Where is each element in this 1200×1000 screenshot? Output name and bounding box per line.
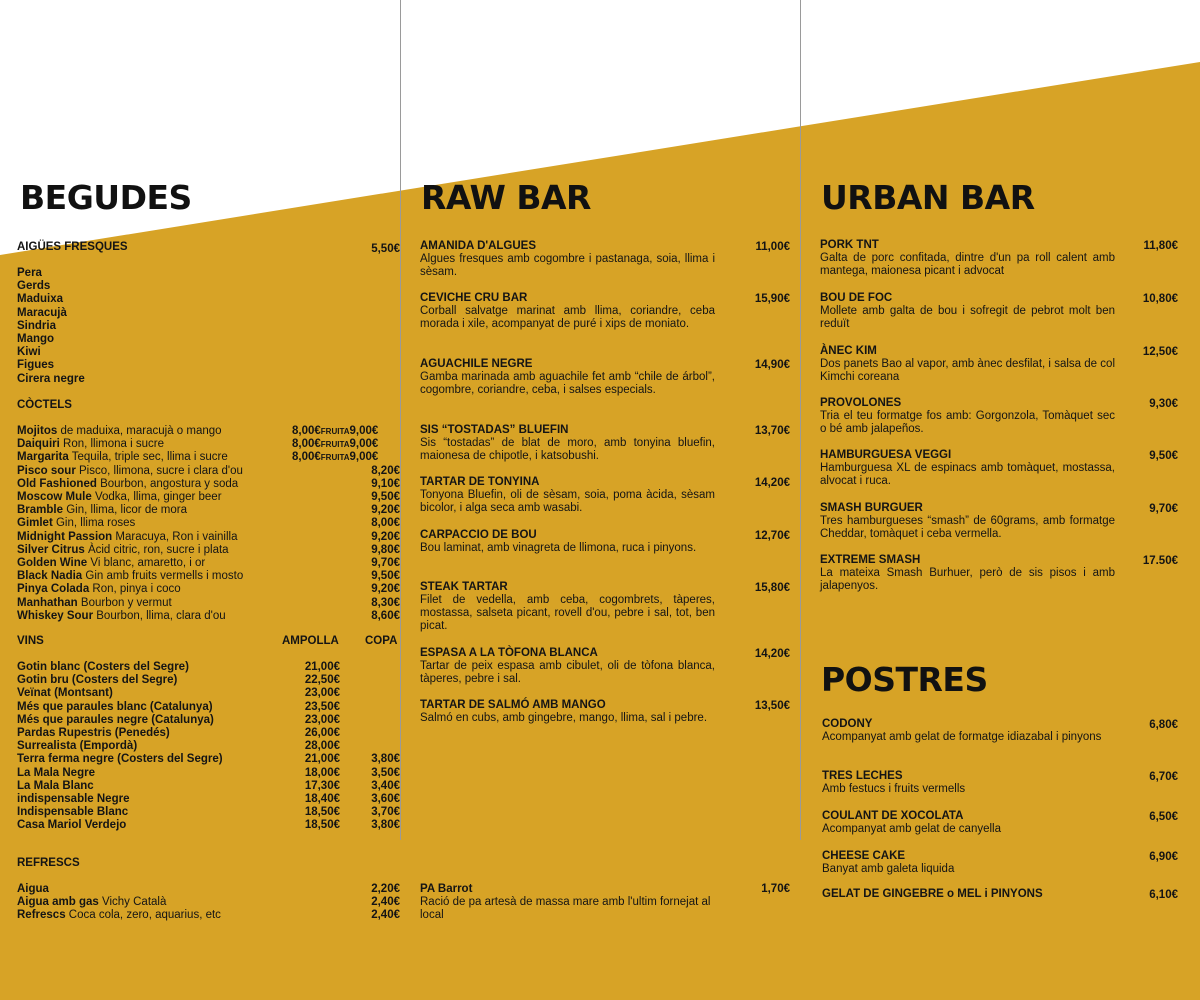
vi-ampolla-price: 23,00€ — [304, 713, 340, 726]
vi-copa-price: 3,80€ — [371, 753, 400, 766]
menu-item-desc: Tonyona Bluefin, oli de sèsam, soia, poma àcida, sèsam bicolor, i alga seca amb wasabi. — [420, 489, 715, 515]
menu-item-price: 9,30€ — [1149, 398, 1178, 410]
vi-name: Gotin bru (Costers del Segre) — [17, 674, 178, 687]
menu-item-name: TRES LECHES — [822, 770, 903, 782]
coctel-price: 9,20€ — [371, 504, 400, 517]
vi-ampolla-price: 18,50€ — [304, 819, 340, 832]
pa-desc: Ració de pa artesà de massa mare amb l'ultim fornejat al local — [420, 896, 711, 922]
vi-ampolla-price: 22,50€ — [304, 674, 340, 687]
vi-name: Gotin blanc (Costers del Segre) — [17, 661, 189, 673]
coctel-desc: Gin amb fruits vermells i mosto — [82, 570, 244, 583]
vi-name: Surrealista (Empordà) — [17, 740, 138, 753]
fruita-label: FRUITA — [320, 427, 350, 436]
menu-item-price: 12,50€ — [1142, 346, 1178, 358]
menu-item-name: BOU DE FOC — [820, 292, 893, 304]
menu-item-desc: Mollete amb galta de bou i sofregit de pebrot molt ben reduït — [820, 305, 1115, 331]
menu-item-price: 15,90€ — [754, 293, 790, 305]
fruita-label: FRUITA — [320, 440, 350, 450]
menu-item-desc: Hamburguesa XL de espinacs amb tomàquet, mostassa, alvocat i ruca. — [820, 462, 1115, 488]
refresc-name: Aigua amb gas — [17, 896, 99, 909]
refresc-desc: Coca cola, zero, aquarius, etc — [65, 909, 221, 922]
menu-item-desc: Galta de porc confitada, dintre d'un pa roll calent amb mantega, maionesa picant i advocat — [820, 252, 1115, 278]
coctel-price: 8,00€ — [292, 451, 321, 464]
vi-name: Casa Mariol Verdejo — [17, 819, 127, 832]
flavor-item: Cirera negre — [17, 372, 85, 385]
coctel-desc: Bourbon y vermut — [77, 596, 172, 609]
pa-price: 1,70€ — [761, 883, 790, 895]
coctel-item — [17, 557, 205, 570]
vi-ampolla-price: 18,50€ — [304, 806, 340, 819]
coctel-desc: Gin, llima roses — [52, 517, 136, 530]
refresc-desc: Vichy Català — [98, 896, 167, 909]
coctel-name: Bramble — [17, 504, 64, 517]
flavor-item: Maracujà — [17, 306, 67, 319]
vi-name: Pardas Rupestris (Penedés) — [17, 727, 170, 739]
menu-item-desc: Filet de vedella, amb ceba, cogombrets, tàperes, mostassa, salseta picant, rovell d'ou, pebre i sal, tot, ben picat. — [420, 594, 715, 633]
coctel-name: Daiquiri — [17, 438, 60, 451]
menu-item-price: 13,50€ — [754, 700, 790, 712]
flavor-item: Kiwi — [17, 346, 41, 359]
menu-item-price: 14,90€ — [754, 359, 790, 371]
menu-item-name: CEVICHE CRU BAR — [420, 292, 528, 304]
coctel-name: Midnight Passion — [17, 530, 113, 543]
vins-label: VINS — [17, 635, 44, 647]
coctel-desc: Pisco, llimona, sucre i clara d'ou — [75, 464, 243, 477]
menu-item-desc: Gamba marinada amb aguachile fet amb “chile de árbol”, cogombre, coriandre, ceba, i salses especials. — [420, 371, 715, 397]
menu-item-name: TARTAR DE SALMÓ AMB MANGO — [420, 699, 606, 711]
coctel-price: 9,20€ — [371, 583, 400, 596]
coctel-price: 8,30€ — [371, 596, 400, 609]
menu-item-price: 6,10€ — [1149, 889, 1178, 901]
vi-name: La Mala Negre — [17, 766, 95, 779]
coctel-price: 8,20€ — [371, 464, 400, 477]
coctel-item — [17, 491, 222, 504]
menu-item-name: PROVOLONES — [820, 397, 902, 409]
menu-item-price: 6,70€ — [1149, 771, 1178, 783]
ampolla-header: AMPOLLA — [282, 635, 339, 647]
flavor-item: Mango — [17, 333, 55, 345]
flavor-item: Sindria — [17, 319, 56, 332]
coctel-desc: Àcid citric, ron, sucre i plata — [84, 543, 229, 556]
flavor-item: Pera — [17, 267, 42, 279]
vi-ampolla-price: 21,00€ — [304, 661, 340, 673]
coctel-price-group — [292, 438, 378, 451]
coctel-name: Pisco sour — [17, 464, 76, 477]
vi-copa-price: 3,50€ — [371, 766, 400, 779]
menu-item-desc: Acompanyat amb gelat de formatge idiazabal i pinyons — [822, 731, 1102, 743]
coctel-price: 8,00€ — [292, 425, 321, 437]
menu-item-desc: La mateixa Smash Burhuer, però de sis pisos i amb jalapenyos. — [820, 567, 1115, 593]
urban-bar-title: URBAN BAR — [821, 178, 1035, 217]
coctel-name: Whiskey Sour — [17, 609, 94, 622]
coctel-item — [17, 570, 243, 583]
menu-item-price: 10,80€ — [1142, 293, 1178, 305]
menu-item-price: 11,00€ — [755, 241, 790, 253]
menu-item-name: AMANIDA D'ALGUES — [420, 240, 537, 252]
coctel-name: Margarita — [17, 451, 69, 464]
vi-name: Veïnat (Montsant) — [17, 687, 113, 700]
coctel-name: Manhathan — [17, 596, 78, 609]
menu-item-name: CODONY — [822, 718, 873, 730]
begudes-title: BEGUDES — [20, 178, 192, 217]
coctel-item — [17, 465, 243, 478]
coctel-price: 9,70€ — [371, 557, 400, 569]
aigues-price: 5,50€ — [371, 243, 400, 255]
menu-item-name: SMASH BURGUER — [820, 502, 923, 514]
menu-item-price: 9,70€ — [1149, 503, 1178, 515]
vi-ampolla-price: 17,30€ — [304, 779, 340, 792]
coctel-desc: Bourbon, llima, clara d'ou — [93, 609, 226, 622]
menu-item-price: 14,20€ — [754, 477, 790, 489]
coctel-price-fruita: 9,00€ — [349, 438, 379, 451]
coctel-price: 9,20€ — [371, 530, 400, 543]
vi-copa-price: 3,80€ — [371, 819, 400, 832]
coctel-name: Black Nadia — [17, 570, 83, 583]
coctel-desc: Bourbon, angostura y soda — [96, 477, 239, 490]
postres-title: POSTRES — [821, 660, 988, 699]
raw-bar-title: RAW BAR — [421, 178, 591, 217]
coctel-price: 9,50€ — [371, 491, 400, 503]
menu-item-name: GELAT DE GINGEBRE o MEL i PINYONS — [822, 888, 1043, 900]
coctel-price-fruita: 9,00€ — [349, 425, 379, 437]
menu-item-name: ÀNEC KIM — [820, 345, 877, 357]
coctel-price-group — [292, 451, 378, 464]
coctel-desc: Tequila, triple sec, llima i sucre — [68, 451, 228, 464]
coctel-price: 9,50€ — [371, 570, 400, 583]
flavor-item: Figues — [17, 359, 55, 372]
vi-name: Més que paraules blanc (Catalunya) — [17, 700, 213, 713]
menu-item-desc: Algues fresques amb cogombre i pastanaga, soia, llima i sèsam. — [420, 253, 715, 279]
vi-ampolla-price: 26,00€ — [304, 727, 340, 739]
copa-header: COPA — [365, 635, 398, 647]
menu-item-price: 6,50€ — [1149, 811, 1178, 823]
coctel-price: 8,00€ — [371, 517, 400, 530]
refresc-item — [17, 909, 221, 922]
menu-item-price: 11,80€ — [1143, 240, 1178, 252]
coctel-item — [17, 438, 164, 451]
coctel-item — [17, 531, 237, 544]
pa-name: PA Barrot — [420, 883, 473, 895]
coctel-name: Golden Wine — [17, 557, 88, 569]
coctel-desc: Ron, pinya i coco — [89, 583, 181, 596]
coctel-name: Pinya Colada — [17, 583, 90, 596]
menu-item-name: SIS “TOSTADAS” BLUEFIN — [420, 424, 569, 436]
coctel-price: 9,80€ — [371, 543, 400, 556]
coctel-item — [17, 610, 226, 623]
menu-item-price: 6,90€ — [1149, 851, 1178, 863]
fruita-label: FRUITA — [320, 453, 350, 463]
menu-item-name: COULANT DE XOCOLATA — [822, 810, 964, 822]
coctel-desc: Vi blanc, amaretto, i or — [87, 557, 206, 569]
refresc-item — [17, 896, 166, 909]
coctel-desc: Ron, llimona i sucre — [59, 438, 164, 451]
vi-name: Més que paraules negre (Catalunya) — [17, 713, 214, 726]
menu-item-price: 17.50€ — [1142, 555, 1178, 567]
coctel-price: 8,60€ — [371, 609, 400, 622]
menu-item-desc: Tartar de peix espasa amb cibulet, oli de tòfona blanca, tàperes, pebre i sal. — [420, 660, 715, 686]
coctel-price: 8,00€ — [292, 438, 321, 451]
menu-item-name: PORK TNT — [820, 239, 879, 251]
menu-item-price: 6,80€ — [1149, 719, 1178, 731]
menu-item-name: STEAK TARTAR — [420, 581, 508, 593]
coctel-desc: Maracuya, Ron i vainilla — [112, 530, 238, 543]
vi-copa-price: 3,60€ — [371, 793, 400, 805]
coctel-item — [17, 583, 181, 596]
refresc-price: 2,20€ — [371, 883, 400, 895]
refresc-item — [17, 883, 49, 896]
refresc-price: 2,40€ — [371, 896, 400, 909]
coctel-item — [17, 517, 135, 530]
coctel-item — [17, 478, 238, 491]
vi-ampolla-price: 28,00€ — [304, 740, 340, 753]
vi-copa-price: 3,40€ — [371, 779, 400, 792]
coctel-item — [17, 425, 222, 438]
menu-item-name: TARTAR DE TONYINA — [420, 476, 540, 488]
menu-item-desc: Corball salvatge marinat amb llima, coriandre, ceba morada i xile, acompanyat de puré i xips de moniato. — [420, 305, 715, 331]
coctel-desc: Vodka, llima, ginger beer — [91, 491, 222, 503]
menu-item-name: EXTREME SMASH — [820, 554, 921, 566]
coctel-desc: Gin, llima, licor de mora — [63, 504, 188, 517]
menu-item-name: CHEESE CAKE — [822, 850, 906, 862]
menu-item-name: CARPACCIO DE BOU — [420, 529, 537, 541]
coctel-price: 9,10€ — [371, 477, 400, 490]
coctel-desc: de maduixa, maracujà o mango — [57, 425, 222, 437]
menu-item-desc: Sis “tostadas” de blat de moro, amb tonyina bluefin, maionesa de chipotle, i katsobushi. — [420, 437, 715, 463]
aigues-label: AIGÜES FRESQUES — [17, 241, 128, 253]
menu-item-price: 14,20€ — [754, 648, 790, 660]
vi-ampolla-price: 23,00€ — [304, 687, 340, 700]
flavor-item: Maduixa — [17, 293, 64, 306]
flavor-item: Gerds — [17, 280, 51, 293]
vi-ampolla-price: 18,40€ — [304, 793, 340, 805]
menu-item-name: AGUACHILE NEGRE — [420, 358, 533, 370]
coctel-name: Silver Citrus — [17, 543, 85, 556]
coctel-name: Moscow Mule — [17, 491, 92, 503]
menu-item-price: 9,50€ — [1149, 450, 1178, 462]
refresc-name: Refrescs — [17, 909, 66, 922]
menu-item-desc: Acompanyat amb gelat de canyella — [822, 823, 1001, 835]
menu-item-desc: Tres hamburgueses “smash” de 60grams, amb formatge Cheddar, tomàquet i ceba vermella. — [820, 515, 1115, 541]
vi-copa-price: 3,70€ — [371, 806, 400, 819]
menu-item-desc: Salmó en cubs, amb gingebre, mango, llima, sal i pebre. — [420, 712, 708, 724]
menu-item-desc: Banyat amb galeta liquida — [822, 863, 955, 875]
coctel-item — [17, 544, 229, 557]
refrescs-label: REFRESCS — [17, 857, 80, 869]
column-divider-left — [400, 0, 401, 840]
coctel-item — [17, 597, 172, 610]
vi-name: Terra ferma negre (Costers del Segre) — [17, 753, 223, 766]
vi-ampolla-price: 21,00€ — [304, 753, 340, 766]
coctel-name: Gimlet — [17, 517, 53, 530]
menu-item-desc: Bou laminat, amb vinagreta de llimona, ruca i pinyons. — [420, 542, 697, 554]
vi-name: indispensable Negre — [17, 793, 130, 805]
menu-item-name: HAMBURGUESA VEGGI — [820, 449, 952, 461]
refresc-price: 2,40€ — [371, 909, 400, 922]
coctels-label: CÒCTELS — [17, 399, 72, 411]
menu-item-price: 13,70€ — [754, 425, 790, 437]
coctel-name: Mojitos — [17, 425, 58, 437]
column-divider-right — [800, 0, 801, 840]
menu-item-price: 15,80€ — [754, 582, 790, 594]
menu-item-name: ESPASA A LA TÒFONA BLANCA — [420, 647, 598, 659]
coctel-name: Old Fashioned — [17, 477, 97, 490]
menu-item-price: 12,70€ — [754, 530, 790, 542]
menu-item-desc: Amb festucs i fruits vermells — [822, 783, 966, 795]
coctel-price-fruita: 9,00€ — [349, 451, 379, 464]
vi-ampolla-price: 18,00€ — [304, 766, 340, 779]
vi-name: Indispensable Blanc — [17, 806, 129, 819]
coctel-item — [17, 504, 187, 517]
menu-item-desc: Dos panets Bao al vapor, amb ànec desfilat, i salsa de col Kimchi coreana — [820, 358, 1115, 384]
coctel-price-group — [292, 425, 378, 438]
refresc-name: Aigua — [17, 883, 49, 895]
menu-item-desc: Tria el teu formatge fos amb: Gorgonzola, Tomàquet sec o bé amb jalapeños. — [820, 410, 1115, 436]
vi-name: La Mala Blanc — [17, 779, 94, 792]
vi-ampolla-price: 23,50€ — [304, 700, 340, 713]
coctel-item — [17, 451, 228, 464]
